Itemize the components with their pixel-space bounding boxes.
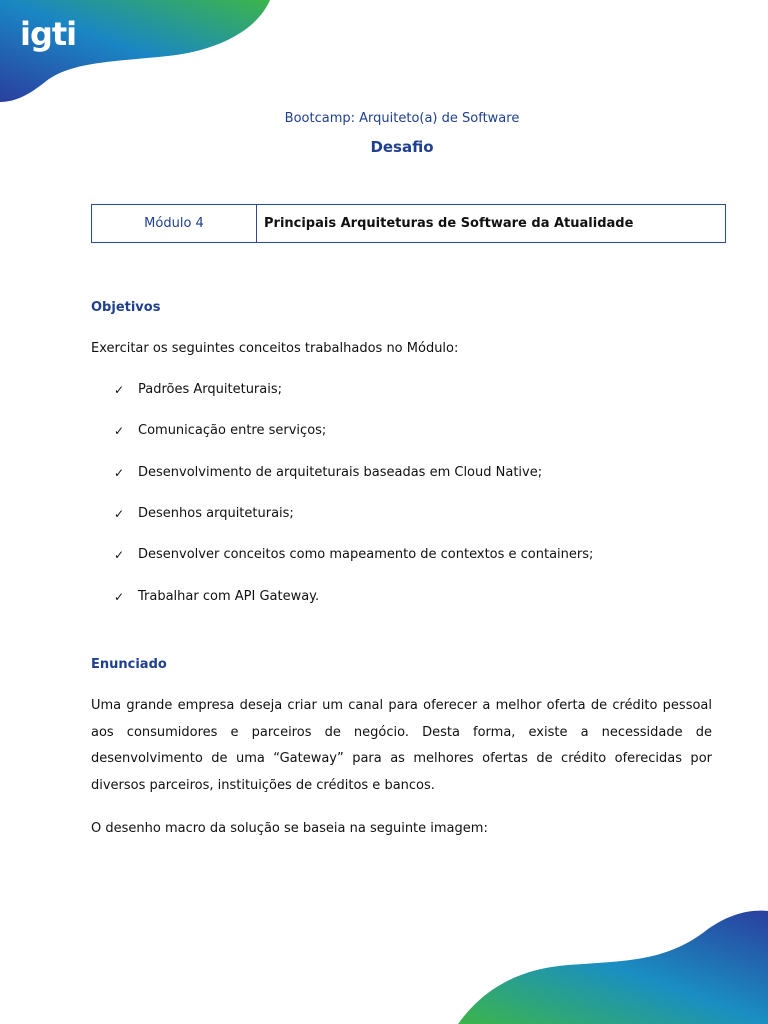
list-item — [114, 381, 282, 399]
bootcamp-subtitle: Bootcamp: Arquiteto(a) de Software — [284, 111, 520, 126]
igti-logo: igti — [20, 15, 77, 53]
list-item-text: Desenvolvimento de arquiteturais baseadas em Cloud Native; — [138, 465, 543, 480]
list-item — [114, 546, 593, 564]
objectives-heading: Objetivos — [91, 300, 161, 315]
list-item-text: Padrões Arquiteturais; — [138, 382, 283, 397]
checkmark-icon: ✓ — [114, 590, 125, 604]
module-name: Principais Arquiteturas de Software da Atualidade — [264, 216, 634, 231]
statement-paragraph: Uma grande empresa deseja criar um canal para oferecer a melhor oferta de crédito pessoal aos consumidores e parceiros de negócio. Desta forma, existe a necessidade de desenvolvimento de uma “Gateway” para as melhores ofertas de crédito oferecidas por diversos parceiros, instituições de créditos e bancos. — [91, 698, 712, 793]
list-item — [114, 505, 294, 523]
checkmark-icon: ✓ — [114, 548, 125, 562]
statement-heading: Enunciado — [91, 657, 167, 672]
module-number: Módulo 4 — [92, 205, 257, 242]
page-title: Desafio — [370, 138, 434, 156]
list-item-text: Trabalhar com API Gateway. — [138, 589, 320, 604]
module-table — [91, 204, 726, 243]
checkmark-icon: ✓ — [114, 424, 125, 438]
list-item — [114, 422, 326, 440]
checkmark-icon: ✓ — [114, 466, 125, 480]
checkmark-icon: ✓ — [114, 383, 125, 397]
footer-wave-decoration — [458, 909, 768, 1024]
list-item — [114, 588, 319, 606]
statement-closing: O desenho macro da solução se baseia na seguinte imagem: — [91, 821, 488, 836]
list-item — [114, 464, 542, 482]
objectives-intro: Exercitar os seguintes conceitos trabalhados no Módulo: — [91, 341, 459, 356]
list-item-text: Desenvolver conceitos como mapeamento de contextos e containers; — [138, 547, 594, 562]
list-item-text: Comunicação entre serviços; — [138, 423, 327, 438]
list-item-text: Desenhos arquiteturais; — [138, 506, 294, 521]
checkmark-icon: ✓ — [114, 507, 125, 521]
